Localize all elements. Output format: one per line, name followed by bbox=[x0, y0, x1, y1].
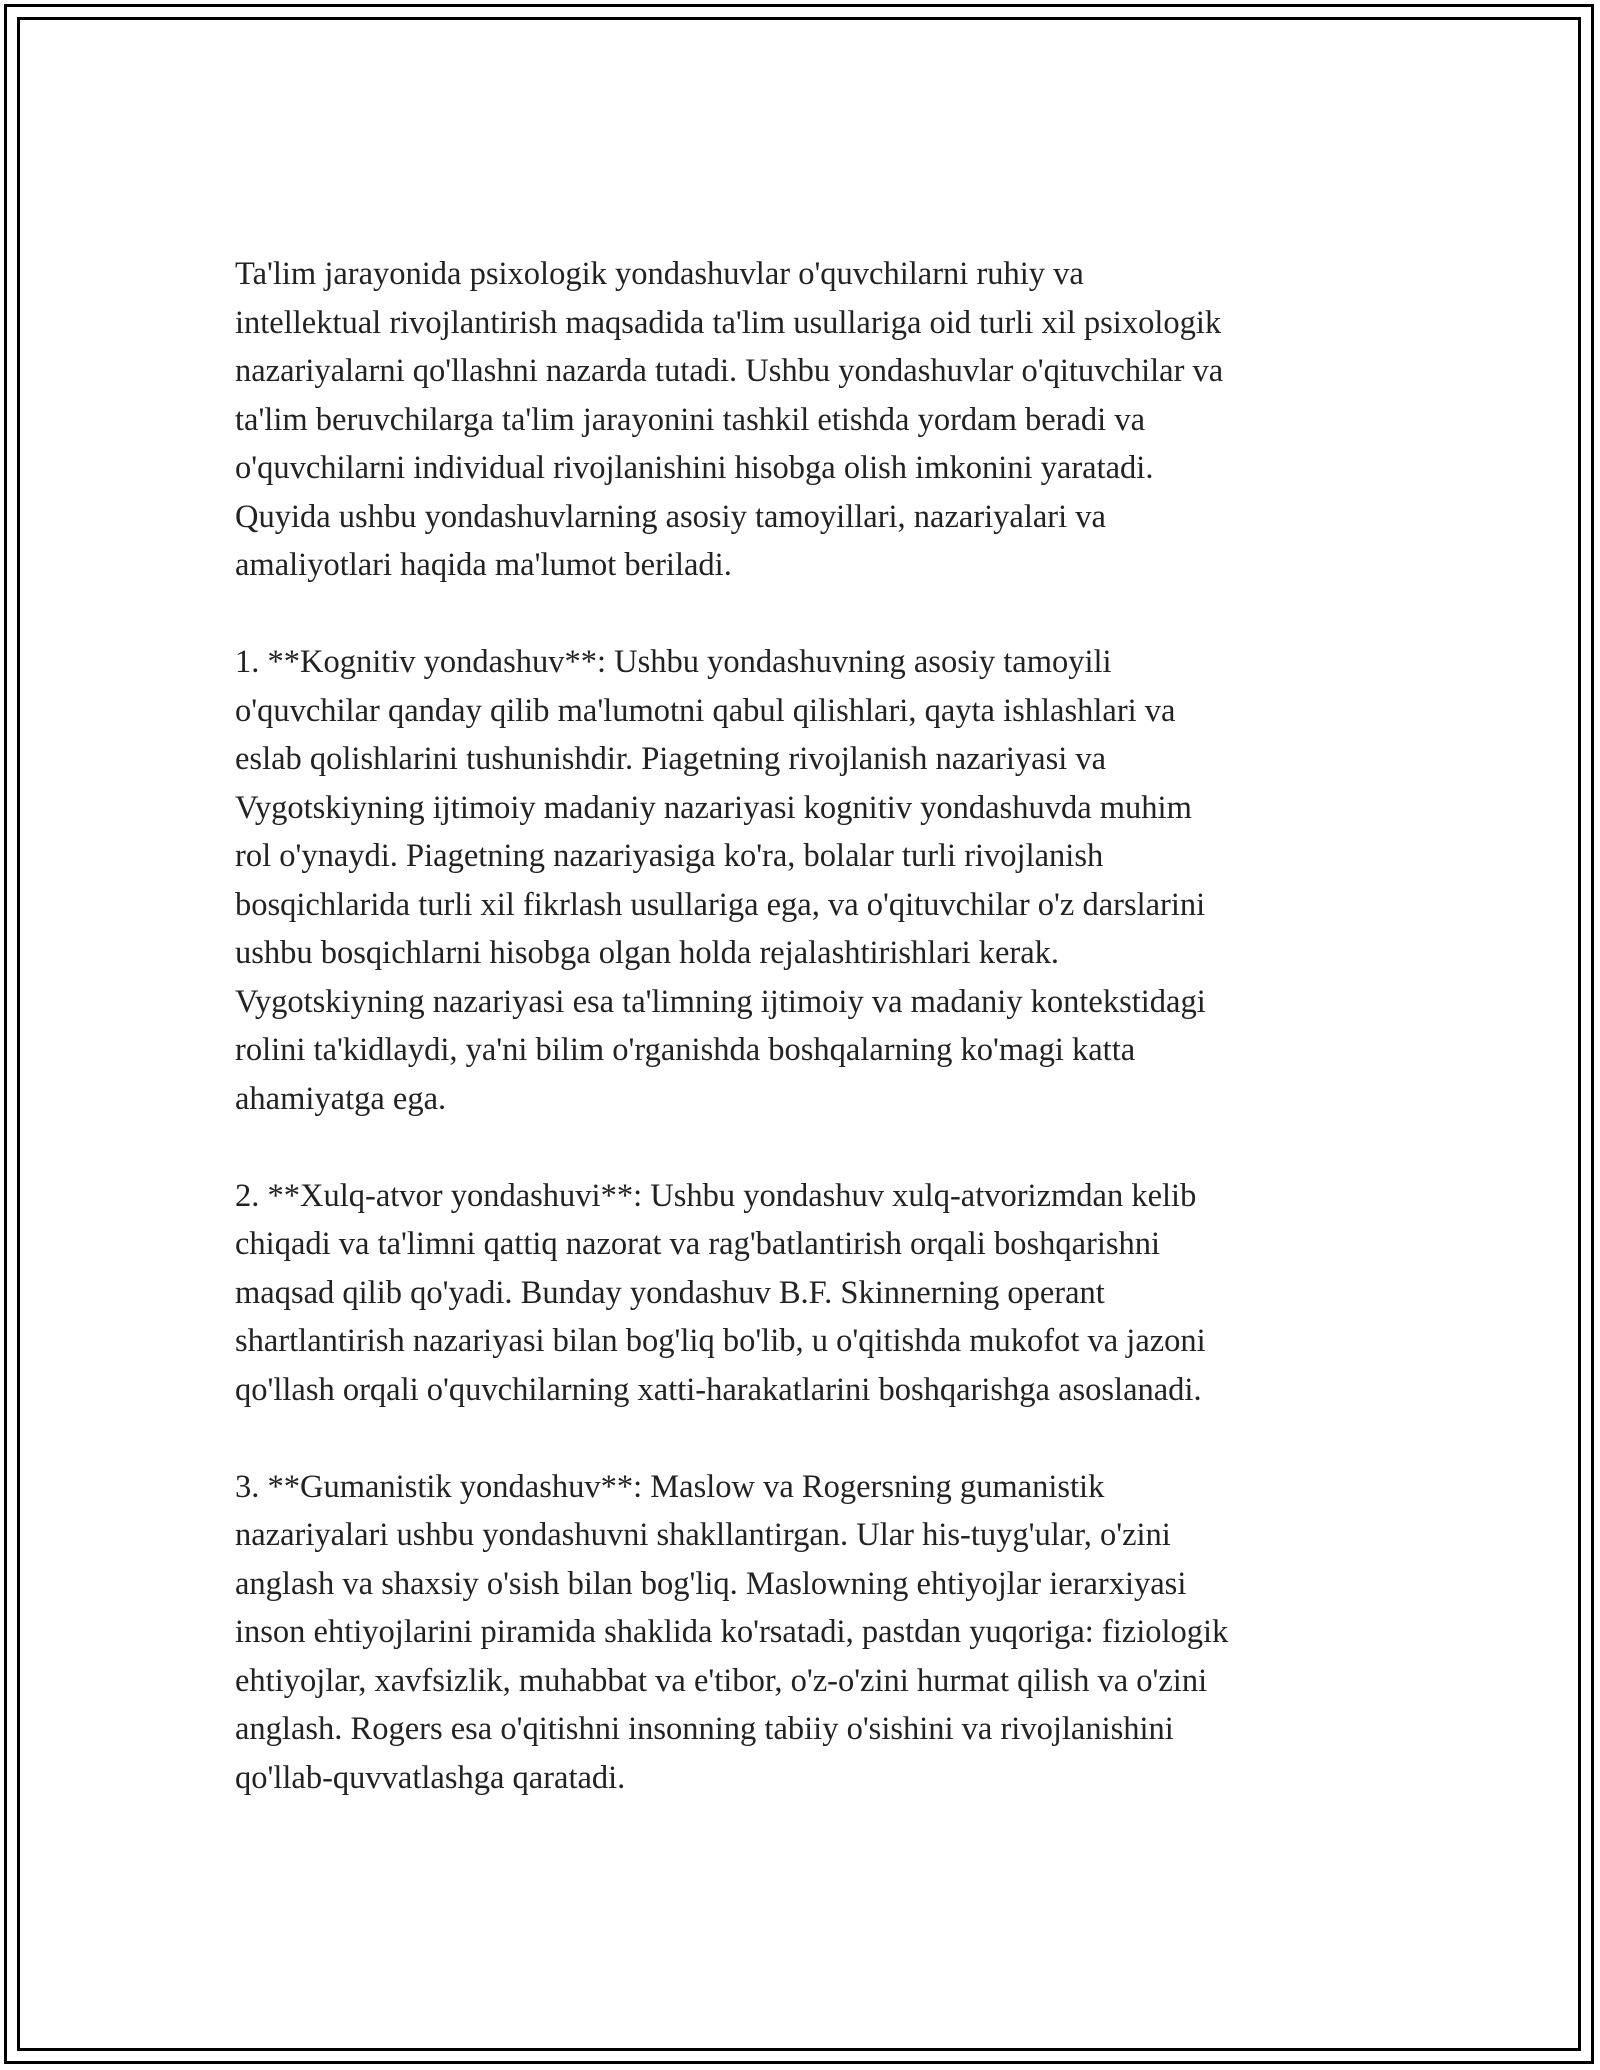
behavioral-approach-paragraph: 2. **Xulq-atvor yondashuvi**: Ushbu yondashuv xulq-atvorizmdan kelib chiqadi va ta'limni qattiq nazorat va rag'batlantirish orqali boshqarishni maqsad qilib qo'yadi. Bunday yondashuv B.F. Skinnerning operant shartlantirish nazariyasi bilan bog'liq bo'lib, u o'qitishda mukofot va jazoni qo'llash orqali o'quvchilarning xatti-harakatlarini boshqarishga asoslanadi. bbox=[235, 1177, 1206, 1408]
document-body bbox=[235, 250, 1365, 1802]
intro-paragraph: Ta'lim jarayonida psixologik yondashuvlar o'quvchilarni ruhiy va intellektual rivojlantirish maqsadida ta'lim usullariga oid turli xil psixologik nazariyalarni qo'llashni nazarda tutadi. Ushbu yondashuvlar o'qituvchilar va ta'lim beruvchilarga ta'lim jarayonini tashkil etishda yordam beradi va o'quvchilarni individual rivojlanishini hisobga olish imkonini yaratadi. Quyida ushbu yondashuvlarning asosiy tamoyillari, nazariyalari va amaliyotlari haqida ma'lumot beriladi. bbox=[235, 256, 1224, 583]
humanistic-approach-paragraph: 3. **Gumanistik yondashuv**: Maslow va Rogersning gumanistik nazariyalari ushbu yondashuvni shakllantirgan. Ular his-tuyg'ular, o'zini anglash va shaxsiy o'sish bilan bog'liq. Maslowning ehtiyojlar ierarxiyasi inson ehtiyojlarini piramida shaklida ko'rsatadi, pastdan yuqoriga: fiziologik ehtiyojlar, xavfsizlik, muhabbat va e'tibor, o'z-o'zini hurmat qilish va o'zini anglash. Rogers esa o'qitishni insonning tabiiy o'sishini va rivojlanishini qo'llab-quvvatlashga qaratadi. bbox=[235, 1468, 1229, 1796]
cognitive-approach-paragraph: 1. **Kognitiv yondashuv**: Ushbu yondashuvning asosiy tamoyili o'quvchilar qanday qilib ma'lumotni qabul qilishlari, qayta ishlashlari va eslab qolishlarini tushunishdir. Piagetning rivojlanish nazariyasi va Vygotskiyning ijtimoiy madaniy nazariyasi kognitiv yondashuvda muhim rol o'ynaydi. Piagetning nazariyasiga ko'ra, bolalar turli rivojlanish bosqichlarida turli xil fikrlash usullariga ega, va o'qituvchilar o'z darslarini ushbu bosqichlarni hisobga olgan holda rejalashtirishlari kerak. Vygotskiyning nazariyasi esa ta'limning ijtimoiy va madaniy kontekstidagi rolini ta'kidlaydi, ya'ni bilim o'rganishda boshqalarning ko'magi katta ahamiyatga ega. bbox=[235, 644, 1206, 1117]
